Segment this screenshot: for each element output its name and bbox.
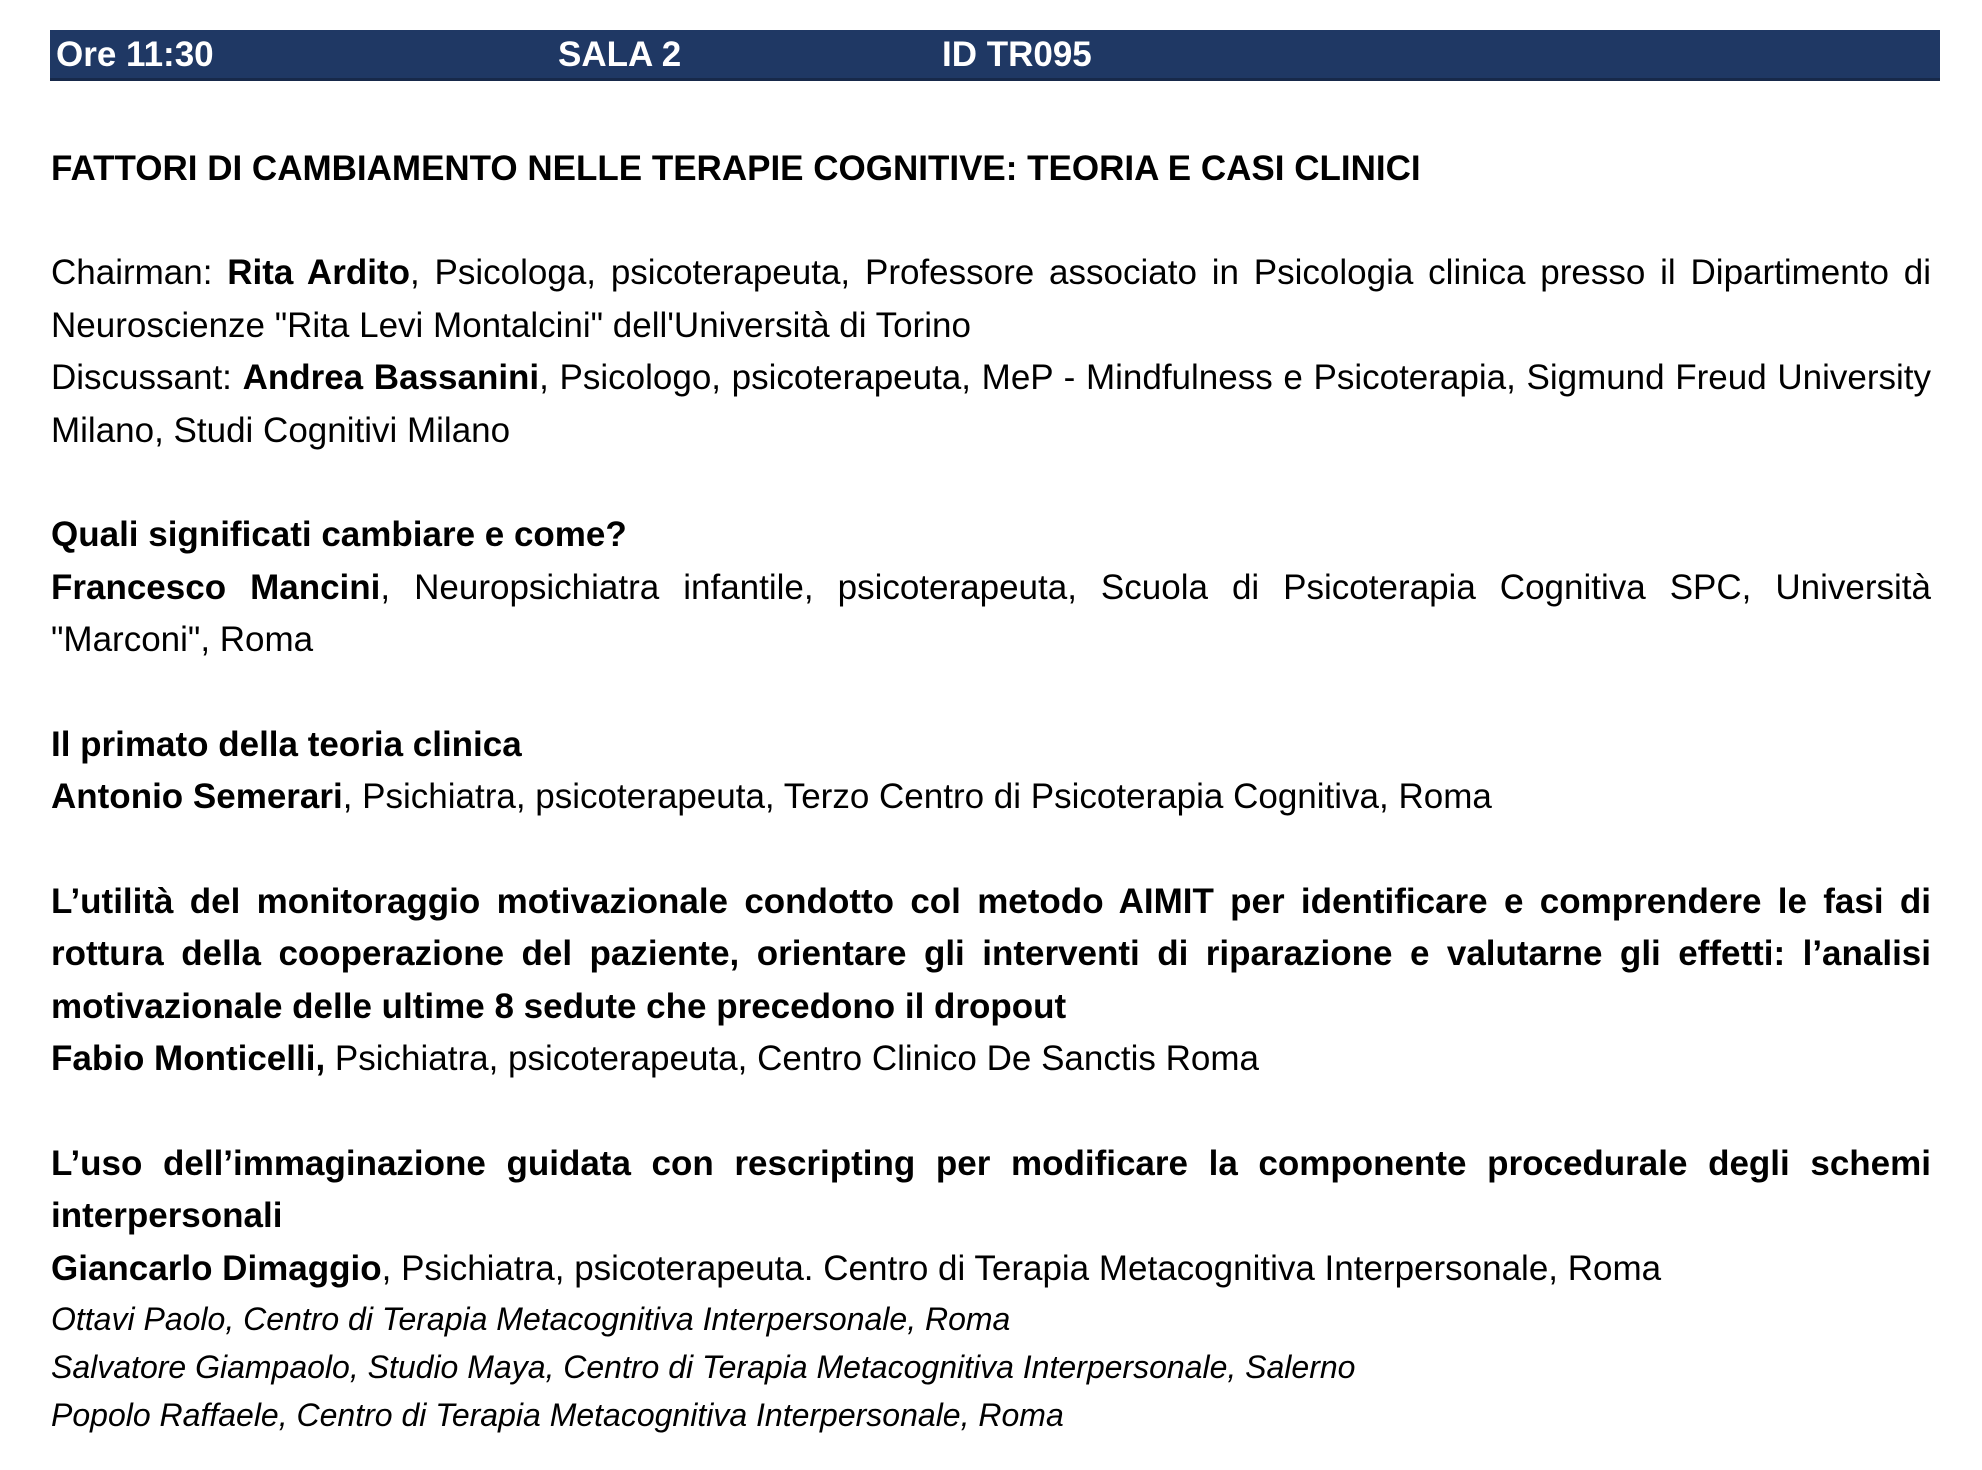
chairman-name: Rita Ardito (227, 253, 410, 292)
session-room: SALA 2 (558, 35, 682, 74)
talk-speaker-line (51, 562, 1931, 667)
talk-2 (51, 719, 1931, 824)
coauthor-line: Salvatore Giampaolo, Studio Maya, Centro di Terapia Metacognitiva Interpersonale, Salerno (51, 1349, 1356, 1385)
discussant-details: , Psicologo, psicoterapeuta, MeP - Mindfulness e Psicoterapia, Sigmund Freud University Milano, Studi Cognitivi Milano (51, 358, 1931, 450)
talk-title: L’uso dell’immaginazione guidata con rescripting per modificare la componente procedurale degli schemi interpersonali (51, 1143, 1931, 1235)
speaker-name: Fabio Monticelli, (51, 1039, 326, 1078)
speaker-affiliation: , Neuropsichiatra infantile, psicoterapeuta, Scuola di Psicoterapia Cognitiva SPC, Università "Marconi", Roma (51, 567, 1931, 659)
session-id: ID TR095 (942, 35, 1092, 74)
coauthor-line: Popolo Raffaele, Centro di Terapia Metacognitiva Interpersonale, Roma (51, 1397, 1064, 1433)
chairman-label: Chairman: (51, 253, 228, 292)
talk-3 (51, 876, 1931, 1086)
discussant-label: Discussant: (51, 358, 243, 397)
speaker-affiliation: , Psichiatra, psicoterapeuta, Terzo Centro di Psicoterapia Cognitiva, Roma (342, 777, 1492, 816)
session-header-bar (50, 30, 1940, 81)
speaker-name: Francesco Mancini (51, 567, 381, 607)
program-page (50, 30, 1940, 1439)
chairman-details: , Psicologa, psicoterapeuta, Professore associato in Psicologia clinica presso il Dipartimento di Neuroscienze "Rita Levi Montalcini" dell'Università di Torino (51, 253, 1931, 345)
speaker-name: Giancarlo Dimaggio (51, 1248, 382, 1288)
moderators-block (51, 247, 1931, 457)
session-time: Ore 11:30 (56, 35, 214, 74)
session-content (51, 143, 1931, 1439)
discussant-name: Andrea Bassanini (242, 358, 540, 397)
speaker-name: Antonio Semerari (51, 777, 343, 816)
discussant-line (51, 352, 1931, 457)
talk-speaker-line (51, 1033, 1931, 1086)
chairman-line (51, 247, 1931, 352)
talk-title: Quali significati cambiare e come? (51, 515, 627, 554)
speaker-affiliation: Psichiatra, psicoterapeuta, Centro Clinico De Sanctis Roma (325, 1039, 1259, 1078)
coauthor-list (51, 1295, 1931, 1439)
talk-title: L’utilità del monitoraggio motivazionale condotto col metodo AIMIT per identificare e comprendere le fasi di rottura della cooperazione del paziente, orientare gli interventi di riparazione e valutarne gli effetti: l’analisi motivazionale delle ultime 8 sedute che precedono il dropout (51, 881, 1931, 1026)
talk-speaker-line (51, 1243, 1931, 1296)
talk-speaker-line (51, 771, 1931, 824)
speaker-affiliation: , Psichiatra, psicoterapeuta. Centro di Terapia Metacognitiva Interpersonale, Roma (381, 1248, 1662, 1288)
session-title: FATTORI DI CAMBIAMENTO NELLE TERAPIE COGNITIVE: TEORIA E CASI CLINICI (51, 149, 1421, 188)
talk-title: Il primato della teoria clinica (51, 724, 522, 764)
talk-1 (51, 509, 1931, 667)
coauthor-line: Ottavi Paolo, Centro di Terapia Metacognitiva Interpersonale, Roma (51, 1301, 1011, 1337)
talk-4 (51, 1138, 1931, 1440)
